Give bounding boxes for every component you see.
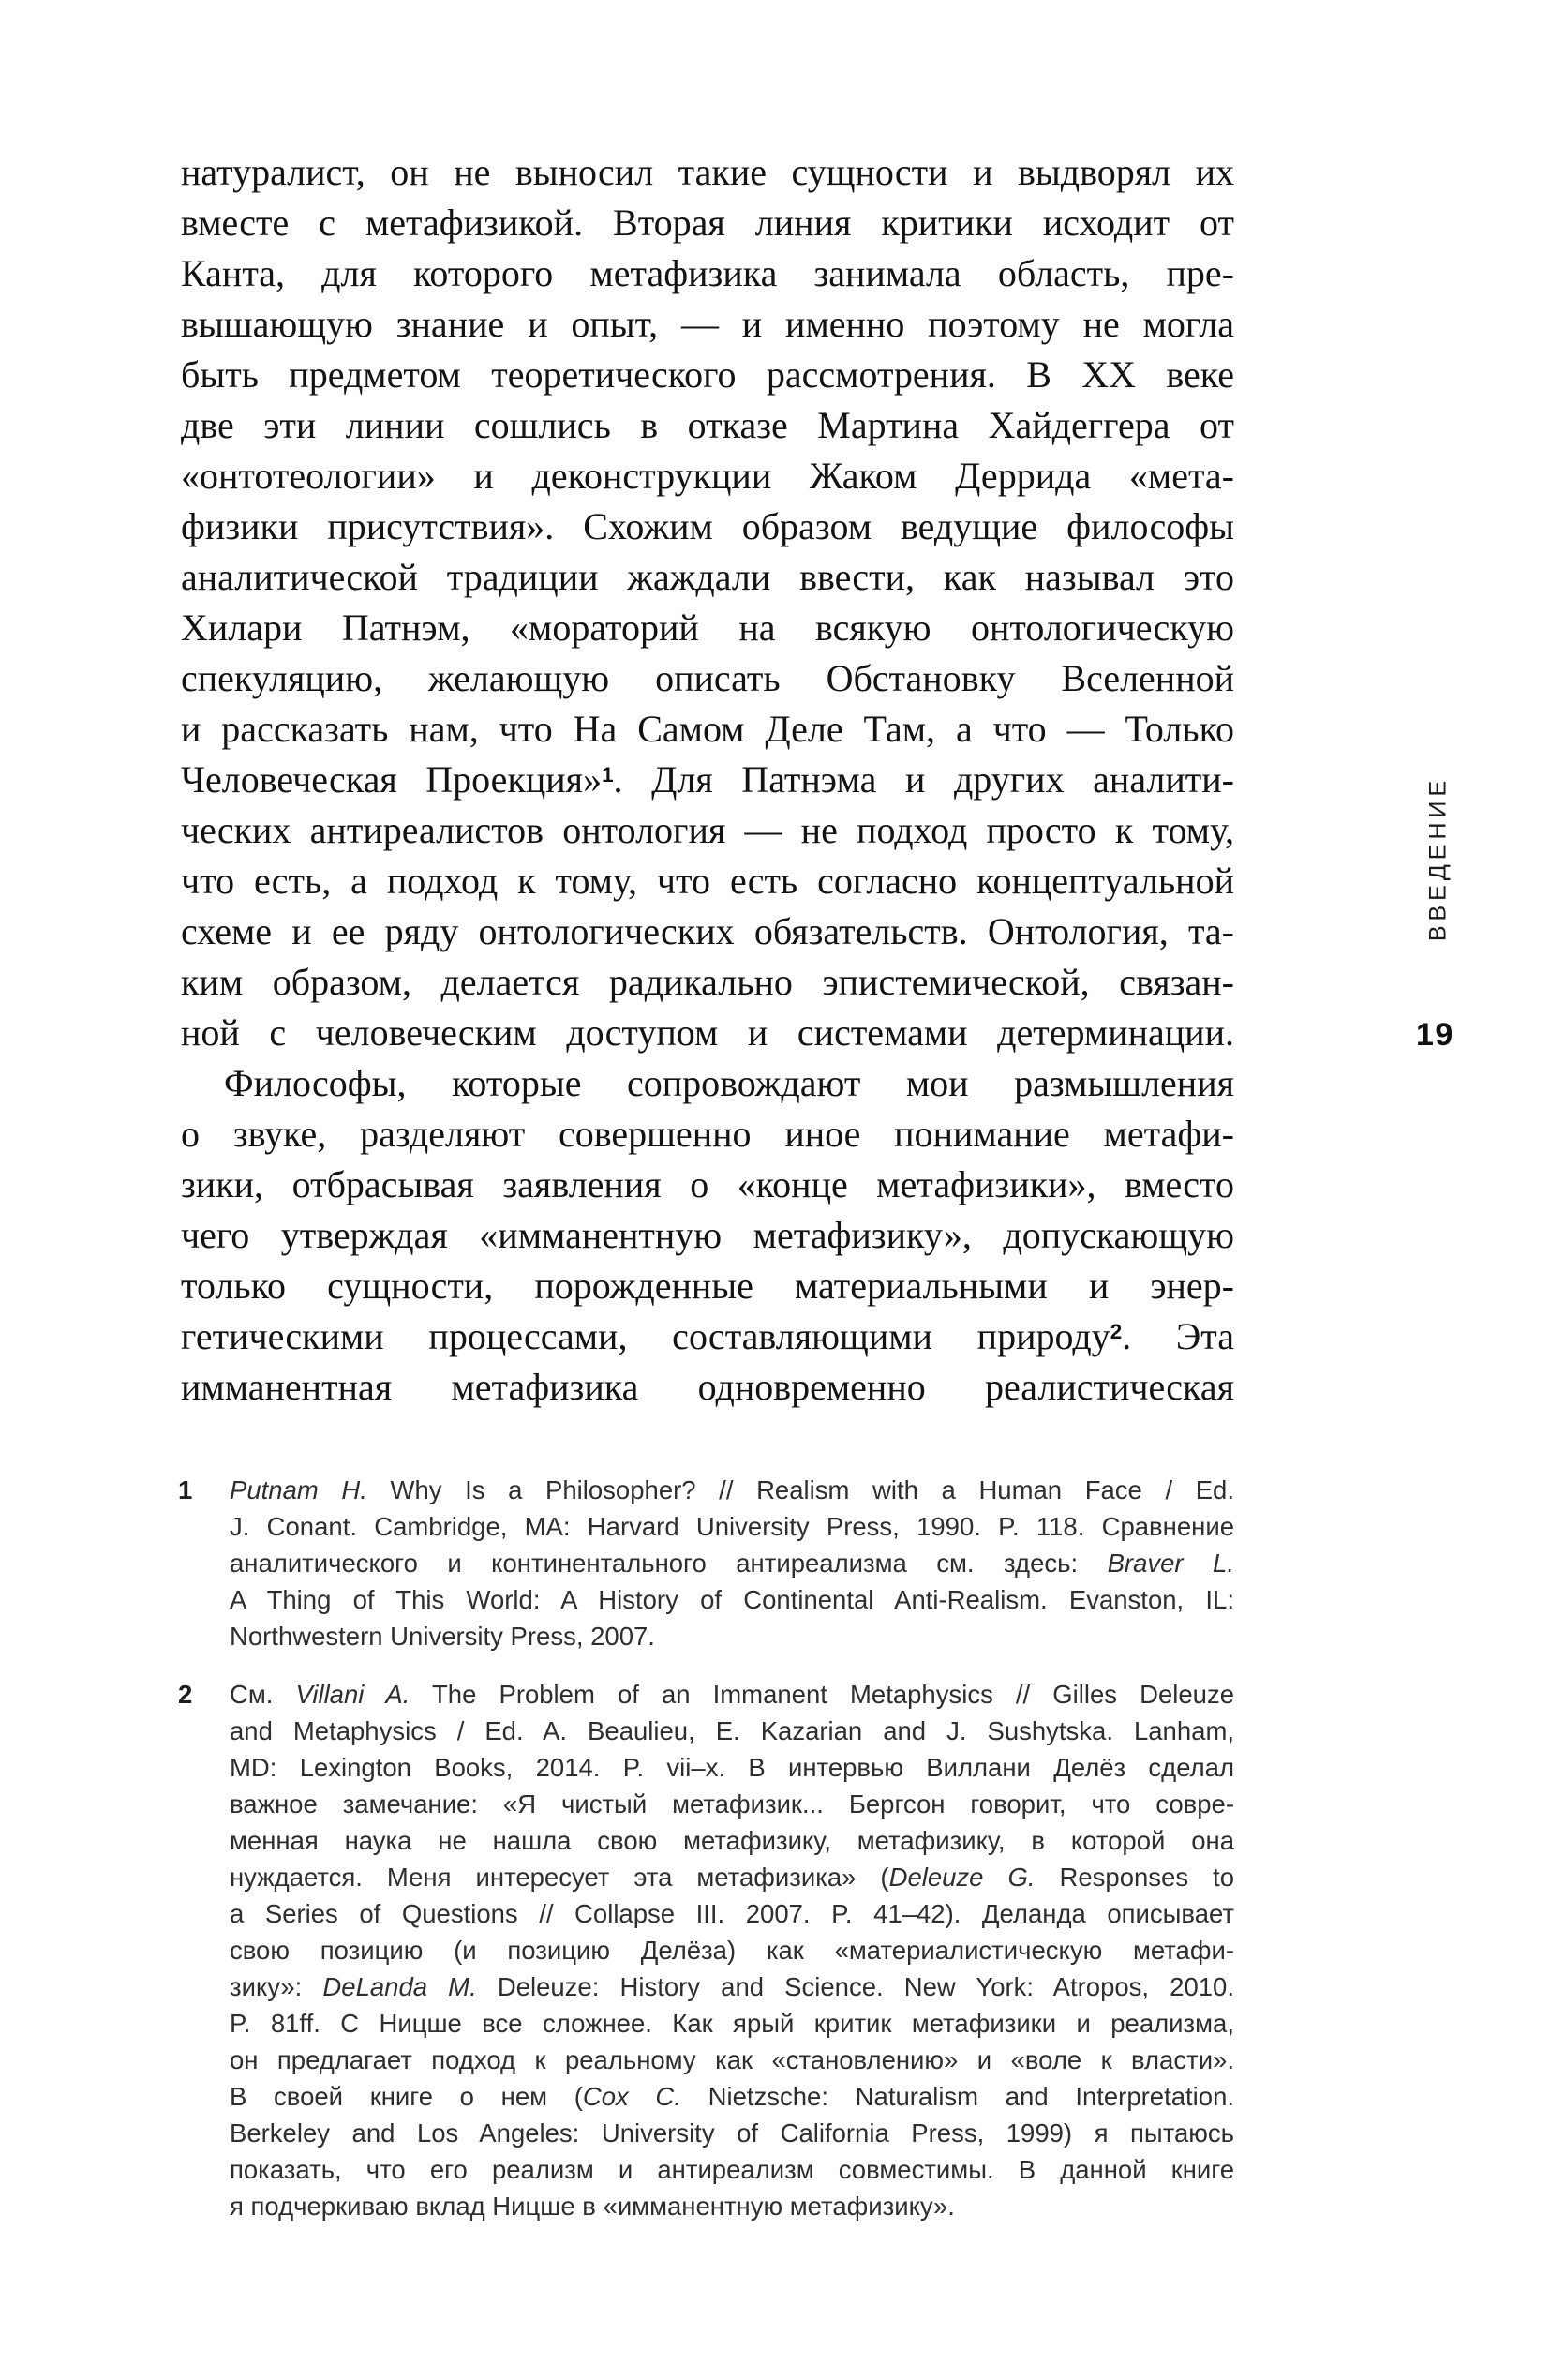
text-segment: . Для Патнэма и других аналити- xyxy=(613,758,1234,801)
footnote-ref: 2 xyxy=(1110,1319,1123,1343)
text-line xyxy=(181,603,1234,653)
text-line xyxy=(181,1210,1234,1261)
text-line xyxy=(181,1362,1234,1413)
text-line xyxy=(230,1968,1234,2005)
text-segment: «онтотеологии» и деконструкции Жаком Деррида «мета- xyxy=(181,455,1234,497)
text-segment: он предлагает подход к реальному как «становлению» и «воле к власти». xyxy=(230,2045,1234,2074)
text-segment: ким образом, делается радикально эпистемической, связан- xyxy=(181,961,1234,1003)
text-line xyxy=(230,2078,1234,2115)
text-segment: физики присутствия». Схожим образом ведущие философы xyxy=(181,505,1234,547)
text-line xyxy=(230,1676,1234,1713)
text-segment: имманентная метафизика одновременно реалистическая xyxy=(181,1366,1234,1408)
text-line xyxy=(230,2005,1234,2042)
text-line xyxy=(230,1581,1234,1618)
text-line xyxy=(230,1859,1234,1895)
text-segment: свою позицию (и позицию Делёза) как «материалистическую метафи- xyxy=(230,1936,1234,1965)
text-segment: только сущности, порожденные материальными и энер- xyxy=(181,1265,1234,1307)
paragraph xyxy=(181,1058,1234,1413)
text-segment: зики, отбрасывая заявления о «конце метафизики», вместо xyxy=(181,1163,1234,1205)
text-segment: важное замечание: «Я чистый метафизик... Бергсон говорит, что совре- xyxy=(230,1789,1234,1819)
footnote-ref: 1 xyxy=(602,762,614,786)
text-line xyxy=(181,451,1234,501)
text-line xyxy=(230,1618,1234,1654)
footnote xyxy=(178,1676,1234,2224)
page-number: 19 xyxy=(1416,1017,1454,1053)
text-segment: гетическими процессами, составляющими природу xyxy=(181,1315,1110,1357)
text-line xyxy=(181,1261,1234,1311)
text-segment: A Thing of This World: A History of Continental Anti-Realism. Evanston, IL: xyxy=(230,1585,1234,1614)
text-segment: ной с человеческим доступом и системами детерминации. xyxy=(181,1011,1234,1054)
text-line xyxy=(230,1749,1234,1786)
text-line xyxy=(181,856,1234,906)
text-segment: нуждается. Меня интересует эта метафизика» ( xyxy=(230,1863,889,1892)
text-line xyxy=(181,653,1234,704)
text-line xyxy=(181,198,1234,248)
footnote xyxy=(178,1472,1234,1654)
text-segment: См. xyxy=(230,1680,296,1709)
text-line xyxy=(181,805,1234,856)
text-segment: о звуке, разделяют совершенно иное понимание метафи- xyxy=(181,1113,1234,1155)
text-line xyxy=(230,1895,1234,1932)
text-segment: J. Conant. Cambridge, MA: Harvard University Press, 1990. P. 118. Сравнение xyxy=(230,1512,1234,1541)
italic-text-segment: Putnam H. xyxy=(230,1475,367,1504)
text-line xyxy=(230,1713,1234,1749)
text-line xyxy=(181,1058,1234,1109)
text-line xyxy=(181,400,1234,451)
footnote-marker: 2 xyxy=(178,1680,193,1709)
italic-text-segment: Braver L. xyxy=(1107,1549,1234,1578)
text-segment: . Эта xyxy=(1122,1315,1234,1357)
text-segment: показать, что его реализм и антиреализм совместимы. В данной книге xyxy=(230,2155,1234,2184)
text-segment: зику»: xyxy=(230,1972,323,2001)
text-segment: Хилари Патнэм, «мораторий на всякую онтологическую xyxy=(181,606,1234,649)
text-segment: MD: Lexington Books, 2014. P. vii–x. В интервью Виллани Делёз сделал xyxy=(230,1753,1234,1782)
text-line xyxy=(230,1545,1234,1581)
text-line xyxy=(181,501,1234,552)
text-line xyxy=(230,1822,1234,1859)
text-segment: В своей книге о нем ( xyxy=(230,2082,583,2111)
text-segment: вместе с метафизикой. Вторая линия критики исходит от xyxy=(181,202,1234,244)
text-segment: Northwestern University Press, 2007. xyxy=(230,1622,655,1651)
text-line xyxy=(181,704,1234,755)
text-segment: аналитического и континентального антиреализма см. здесь: xyxy=(230,1549,1108,1578)
main-text-block xyxy=(181,147,1234,1413)
text-line xyxy=(230,1508,1234,1545)
text-segment: P. 81ff. С Ницше все сложнее. Как ярый критик метафизики и реализма, xyxy=(230,2009,1234,2038)
text-line xyxy=(230,2042,1234,2078)
text-line xyxy=(181,1109,1234,1160)
text-line xyxy=(181,350,1234,400)
text-line xyxy=(181,1008,1234,1058)
footnote-text xyxy=(230,1472,1234,1654)
italic-text-segment: Cox C. xyxy=(582,2082,681,2111)
text-segment: Responses to xyxy=(1035,1863,1234,1892)
text-segment: a Series of Questions // Collapse III. 2007. P. 41–42). Деланда описывает xyxy=(230,1899,1234,1928)
text-segment: натуралист, он не выносил такие сущности и выдворял их xyxy=(181,151,1234,193)
text-line xyxy=(181,248,1234,299)
paragraph xyxy=(181,147,1234,1058)
text-line xyxy=(230,2115,1234,2151)
text-segment: я подчеркиваю вклад Ницше в «имманентную метафизику». xyxy=(230,2192,955,2221)
text-line xyxy=(181,299,1234,350)
text-segment: Berkeley and Los Angeles: University of California Press, 1999) я пытаюсь xyxy=(230,2118,1234,2148)
text-line xyxy=(230,1472,1234,1508)
footnote-text xyxy=(230,1676,1234,2224)
text-segment: и рассказать нам, что На Самом Деле Там, а что — Только xyxy=(181,708,1234,750)
footnotes-block xyxy=(178,1472,1234,2224)
italic-text-segment: Deleuze G. xyxy=(888,1863,1036,1892)
text-segment: Человеческая Проекция» xyxy=(181,758,603,801)
text-segment: спекуляцию, желающую описать Обстановку Вселенной xyxy=(181,657,1234,699)
text-segment: Deleuze: History and Science. New York: Atropos, 2010. xyxy=(476,1972,1234,2001)
italic-text-segment: Villani A. xyxy=(295,1680,410,1709)
text-segment: что есть, а подход к тому, что есть согласно концептуальной xyxy=(181,860,1234,902)
text-segment: Nietzsche: Naturalism and Interpretation. xyxy=(680,2082,1234,2111)
text-line xyxy=(230,1786,1234,1822)
text-line xyxy=(230,1932,1234,1968)
text-segment: аналитической традиции жаждали ввести, как называл это xyxy=(181,556,1234,598)
text-segment: схеме и ее ряду онтологических обязательств. Онтология, та- xyxy=(181,910,1234,952)
chapter-sidebar-label: ВВЕДЕНИЕ xyxy=(1424,775,1452,942)
text-line xyxy=(181,755,1234,805)
text-segment: вышающую знание и опыт, — и именно поэтому не могла xyxy=(181,303,1234,345)
text-segment: Канта, для которого метафизика занимала область, пре- xyxy=(181,252,1234,294)
text-line xyxy=(181,552,1234,603)
text-line xyxy=(181,147,1234,198)
text-segment: Why Is a Philosopher? // Realism with a Human Face / Ed. xyxy=(366,1475,1234,1504)
text-segment: Философы, которые сопровождают мои размышления xyxy=(224,1062,1234,1104)
text-segment: быть предметом теоретического рассмотрения. В XX веке xyxy=(181,353,1234,396)
text-line xyxy=(181,1311,1234,1362)
text-segment: чего утверждая «имманентную метафизику», допускающую xyxy=(181,1214,1234,1256)
text-line xyxy=(181,1160,1234,1210)
footnote-marker: 1 xyxy=(178,1475,193,1504)
text-segment: ческих антиреалистов онтология — не подход просто к тому, xyxy=(181,809,1234,851)
text-line xyxy=(181,957,1234,1008)
text-segment: две эти линии сошлись в отказе Мартина Хайдеггера от xyxy=(181,404,1234,446)
text-line xyxy=(230,2151,1234,2188)
text-segment: менная наука не нашла свою метафизику, метафизику, в которой она xyxy=(230,1826,1234,1855)
text-segment: The Problem of an Immanent Metaphysics // Gilles Deleuze xyxy=(410,1680,1235,1709)
text-line xyxy=(181,906,1234,957)
text-line xyxy=(230,2188,1234,2224)
italic-text-segment: DeLanda M. xyxy=(322,1972,477,2001)
text-segment: and Metaphysics / Ed. A. Beaulieu, E. Kazarian and J. Sushytska. Lanham, xyxy=(230,1716,1234,1745)
